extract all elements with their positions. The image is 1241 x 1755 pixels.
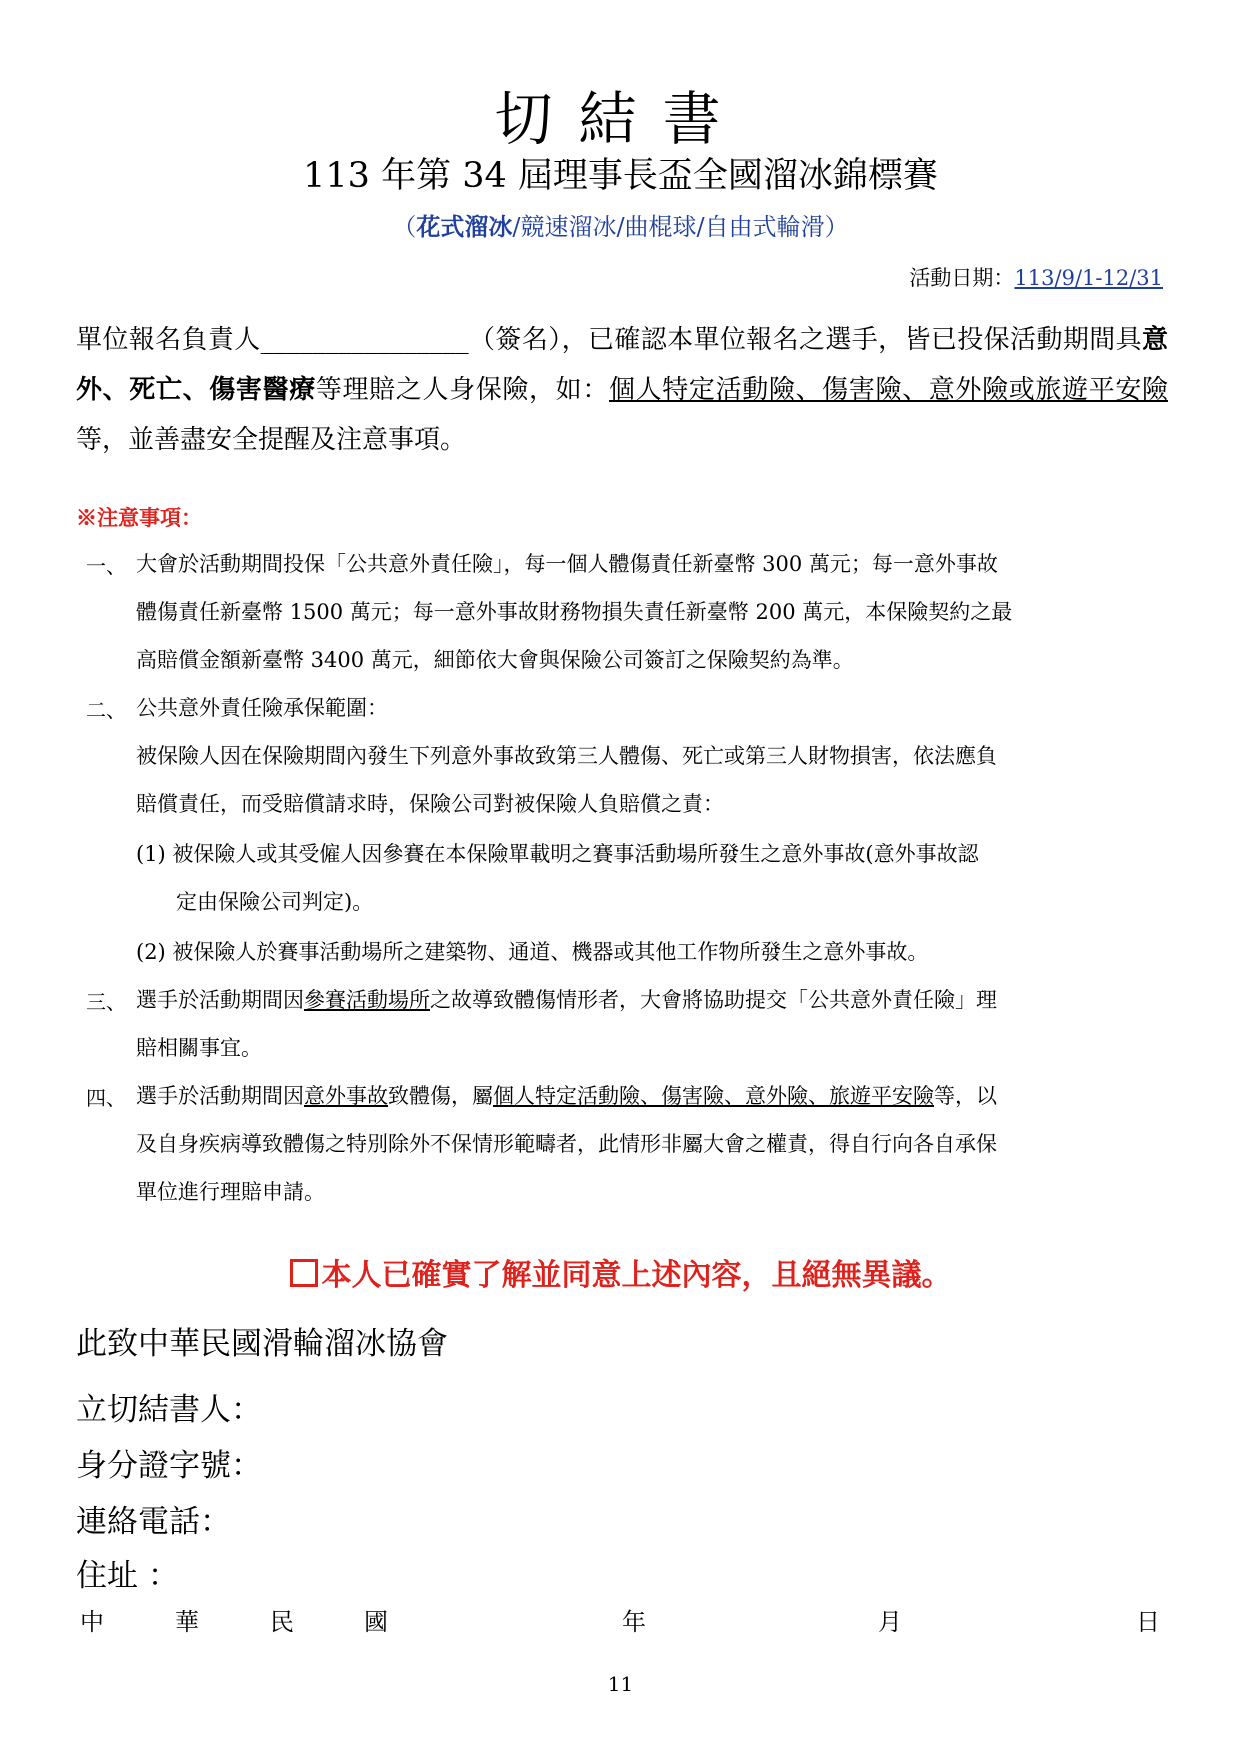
addressee: 此致中華民國滑輪溜冰協會 <box>76 1326 448 1362</box>
item-1-line-2: 體傷責任新臺幣 1500 萬元；每一意外事故財務物損失責任新臺幣 200 萬元，本保險契約之最 <box>136 600 1013 624</box>
item-3-a: 選手於活動期間因 <box>136 988 304 1012</box>
item-1-line-1: 大會於活動期間投保「公共意外責任險」，每一個人體傷責任新臺幣 300 萬元；每一意外事故 <box>136 552 998 576</box>
item-3-underline: 參賽活動場所 <box>304 988 430 1012</box>
signer-field-label: 立切結書人： <box>76 1392 262 1428</box>
page-number: 11 <box>607 1672 634 1696</box>
date-month-label: 月 <box>878 1608 902 1636</box>
item-4-underline-1: 意外事故 <box>304 1084 388 1108</box>
item-2-line-3: 賠償責任，而受賠償請求時，保險公司對被保險人負賠償之責： <box>136 792 724 816</box>
intro-p1-bold: 意外、死亡、傷害醫療 <box>76 325 1168 405</box>
intro-insurance-types: 個人特定活動險、傷害險、意外險或旅遊平安險 <box>608 375 1168 405</box>
item-2-line-1: 公共意外責任險承保範圍： <box>136 696 388 720</box>
item-4-underline-2: 個人特定活動險、傷害險、意外險、旅遊平安險 <box>493 1084 934 1108</box>
activity-date <box>909 262 1163 292</box>
document-title: 切結書 <box>494 85 747 153</box>
item-4-line-1 <box>136 1080 997 1110</box>
item-2-sub-1-line-1: (1) 被保險人或其受僱人因參賽在本保險單載明之賽事活動場所發生之意外事故(意外事故認 <box>136 842 979 866</box>
sports-open: （ <box>392 213 417 241</box>
item-4-number: 四、 <box>86 1086 126 1110</box>
intro-p1: 單位報名負責人________________（簽名），已確認本單位報名之選手，皆已投保活動期間具 <box>76 325 1142 355</box>
date-year-label: 年 <box>622 1608 646 1636</box>
item-4-line-3: 單位進行理賠申請。 <box>136 1180 325 1204</box>
item-3-line-1 <box>136 984 997 1014</box>
item-4-line-2: 及自身疾病導致體傷之特別除外不保情形範疇者，此情形非屬大會之權責，得自行向各自承保 <box>136 1132 997 1156</box>
notice-heading: ※注意事項： <box>76 505 202 530</box>
phone-field-label: 連絡電話： <box>76 1504 231 1540</box>
item-3-line-2: 賠相關事宜。 <box>136 1036 262 1060</box>
id-number-field-label: 身分證字號： <box>76 1448 262 1484</box>
date-roc-3: 民 <box>270 1608 294 1636</box>
item-4-a: 選手於活動期間因 <box>136 1084 304 1108</box>
address-field-label: 住址 ： <box>76 1558 179 1594</box>
item-4-b: 致體傷，屬 <box>388 1084 493 1108</box>
date-day-label: 日 <box>1136 1608 1160 1636</box>
intro-p3: 等，並善盡安全提醒及注意事項。 <box>76 425 467 455</box>
intro-paragraph <box>76 315 1168 465</box>
date-roc-1: 中 <box>80 1608 104 1636</box>
item-3-b: 之故導致體傷情形者，大會將協助提交「公共意外責任險」理 <box>430 988 997 1012</box>
item-3-number: 三、 <box>86 990 126 1014</box>
activity-date-value: 113/9/1-12/31 <box>1014 266 1163 290</box>
sports-rest: /競速溜冰/曲棍球/自由式輪滑） <box>512 213 849 241</box>
item-2-sub-1-line-2: 定由保險公司判定)。 <box>176 890 374 914</box>
activity-date-label: 活動日期： <box>909 266 1015 290</box>
date-roc-2: 華 <box>175 1608 199 1636</box>
item-1-line-3: 高賠償金額新臺幣 3400 萬元，細節依大會與保險公司簽訂之保險契約為準。 <box>136 648 854 672</box>
agreement-statement <box>0 1250 1241 1294</box>
item-4-c: 等，以 <box>934 1084 997 1108</box>
date-roc-4: 國 <box>364 1608 388 1636</box>
sport-categories <box>0 207 1241 242</box>
agreement-text: 本人已確實了解並同意上述內容，且絕無異議。 <box>321 1258 952 1293</box>
item-2-line-2: 被保險人因在保險期間內發生下列意外事故致第三人體傷、死亡或第三人財物損害，依法應負 <box>136 744 997 768</box>
intro-p2: 等理賠之人身保險，如： <box>315 375 609 405</box>
item-2-sub-2: (2) 被保險人於賽事活動場所之建築物、通道、機器或其他工作物所發生之意外事故。 <box>136 940 929 964</box>
item-2-number: 二、 <box>86 698 126 722</box>
item-1-number: 一、 <box>86 554 126 578</box>
event-subtitle: 113 年第 34 屆理事長盃全國溜冰錦標賽 <box>303 156 938 196</box>
sports-selected: 花式溜冰 <box>416 212 513 241</box>
agreement-checkbox[interactable] <box>290 1259 318 1287</box>
